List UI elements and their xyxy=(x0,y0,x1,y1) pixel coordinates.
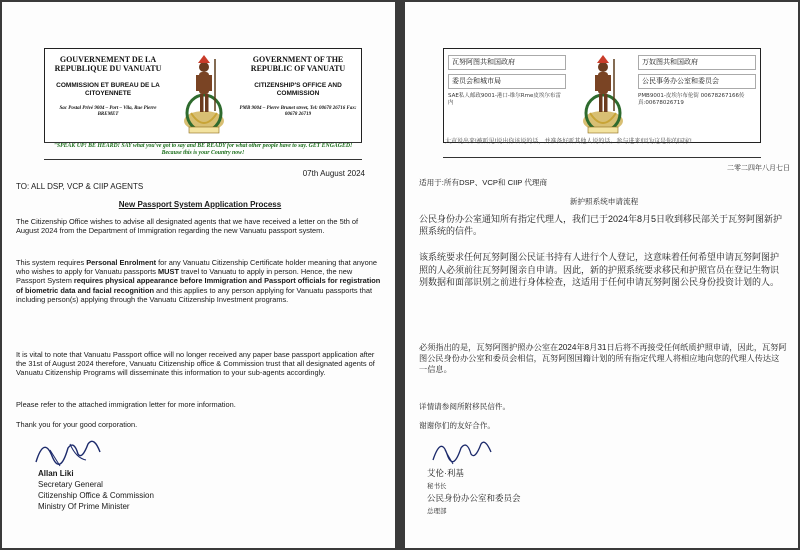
recipients: TO: ALL DSP, VCP & CIIP AGENTS xyxy=(16,182,144,191)
paragraph-4: Please refer to the attached immigration letter for more information. xyxy=(16,400,236,409)
signer-title: Secretary General xyxy=(38,480,103,489)
paragraph-5: 谢谢你们的友好合作。 xyxy=(419,421,495,430)
paragraph-2-emphasis: requires physical appearance before Immigration and Passport officials for registration of biometric data and facial recognition xyxy=(16,276,381,295)
commission-name-fr: COMMISSION ET BUREAU DE LA CITOYENNETE xyxy=(56,82,160,97)
letter-date: 07th August 2024 xyxy=(302,169,365,178)
address-zh-right: PMB9001-皮埃尔布伦街 00678267166传真:00678026719 xyxy=(638,93,745,106)
signer-office: 公民身份办公室和委员会 xyxy=(427,493,521,503)
paragraph-2-emphasis: MUST xyxy=(158,267,179,277)
letterhead-left xyxy=(49,55,167,118)
paragraph-1: The Citizenship Office wishes to advise all designated agents that we have received a letter on the 5th of August 2024 from the Department of Immigration regarding the new Vanuatu passport system. xyxy=(16,217,359,236)
divider xyxy=(443,157,761,158)
divider xyxy=(44,159,362,160)
signer-ministry: Ministry Of Prime Minister xyxy=(38,502,130,511)
government-name-fr: GOUVERNEMENT DE LA REPUBLIQUE DU VANUATU xyxy=(54,55,162,73)
signer-title: 秘书长 xyxy=(427,483,447,490)
paragraph-2: 该系统要求任何瓦努阿图公民证书持有人进行个人登记，这意味着任何希望申请瓦努阿图护照的人必须前往瓦努阿图亲自申请。因此，新的护照系统要求移民和护照官员在登记生物识别数据和面部识别之前进行身体检查，这适用于任何申请瓦努阿图公民身份投资计划的人。 xyxy=(419,252,780,287)
signer-name: Allan Liki xyxy=(38,469,74,478)
paragraph-4: 详情请参阅所附移民信件。 xyxy=(419,402,511,411)
paragraph-5: Thank you for your good corporation. xyxy=(16,420,138,429)
vanuatu-coat-of-arms xyxy=(181,53,227,139)
address-fr: Sac Postal Privé 9004 – Port – Vila, Rue Pierre BREMET xyxy=(59,106,157,117)
paragraph-2-text: travel to Vanuatu to apply in person. Hence, the new Passport System xyxy=(16,267,353,286)
signature xyxy=(427,432,497,468)
slogan: "SPEAK UP! BE HEARD! SAY what you've got to say and BE READY for what other people have to say. GET ENGAGED! Because this is your Country now! xyxy=(53,143,353,156)
commission-name-zh-right: 公民事务办公室和委员会 xyxy=(638,74,756,89)
government-name-zh-left: 瓦努阿图共和国政府 xyxy=(448,55,566,70)
address-en: PMB 9004 – Pierre Brunet street, Tel: 00678 26716 Fax: 00678 26719 xyxy=(239,106,357,117)
commission-name-zh-left: 委员会和城市局 xyxy=(448,74,566,89)
government-name-zh-right: 万奴图共和国政府 xyxy=(638,55,756,70)
paragraph-2-text: and this applies to any person applying for Vanuatu passports that including person(s) applying through the Vanuatu Citizenship Investment programs. xyxy=(16,285,373,304)
paragraph-2 xyxy=(16,258,381,304)
government-name-en: GOVERNMENT OF THE REPUBLIC OF VANUATU xyxy=(250,55,346,73)
english-letter-page xyxy=(2,2,395,548)
chinese-letter-page xyxy=(405,2,798,548)
commission-name-en: CITIZENSHIP'S OFFICE AND COMMISSION xyxy=(254,82,342,97)
signer-name: 艾伦·利基 xyxy=(427,468,464,478)
letterhead-right xyxy=(638,55,756,107)
letterhead xyxy=(443,48,761,143)
signer-office: Citizenship Office & Commission xyxy=(38,491,154,500)
letter-date: 二零二四年八月七日 xyxy=(727,165,790,172)
paragraph-3: It is vital to note that Vanuatu Passport office will no longer received any paper base passport application after the 31st of August 2024 therefore, Vanuatu Citizenship office & Commission trust that all designated agents of Vanuatu Citizenship Programs will disseminate this information to your sub-agents accordingly. xyxy=(16,350,375,378)
address-zh-left: SAE私人邮政9001-港口-维尔Rme皮埃尔布雷内 xyxy=(448,93,561,106)
letter-subject: 新护照系统申请流程 xyxy=(569,197,639,206)
letterhead-right xyxy=(239,55,357,118)
vanuatu-coat-of-arms xyxy=(580,53,626,139)
paragraph-1: 公民身份办公室通知所有指定代理人，我们已于2024年8月5日收到移民部关于瓦努阿图新护照系统的信件。 xyxy=(419,214,783,236)
paragraph-3: 必须指出的是，瓦努阿图护照办公室在2024年8月31日后将不再接受任何纸质护照申请，因此，瓦努阿图公民身份办公室和委员会相信，瓦努阿图国籍计划的所有指定代理人将相应地向您的代理人传达这一信息。 xyxy=(419,343,787,374)
paragraph-2-emphasis: Personal Enrolment xyxy=(86,258,157,267)
paragraph-2-text: for any Vanuatu Citizenship Certificate holder meaning that anyone who wishes to apply for Vanuatu passports xyxy=(16,258,377,277)
signer-ministry: 总理部 xyxy=(427,508,447,515)
recipients: 适用于:所有DSP、VCP和 CIIP 代理商 xyxy=(419,178,548,187)
letter-subject: New Passport System Application Process xyxy=(118,200,282,209)
letterhead-left xyxy=(448,55,566,107)
slogan: 大声说出来!被听见!说出你该说的话，并准备好听其他人说的话。参与进来!因为这是你的国家! xyxy=(445,139,692,145)
signature xyxy=(30,430,110,470)
letterhead xyxy=(44,48,362,143)
paragraph-2-text: This system requires xyxy=(16,258,87,267)
